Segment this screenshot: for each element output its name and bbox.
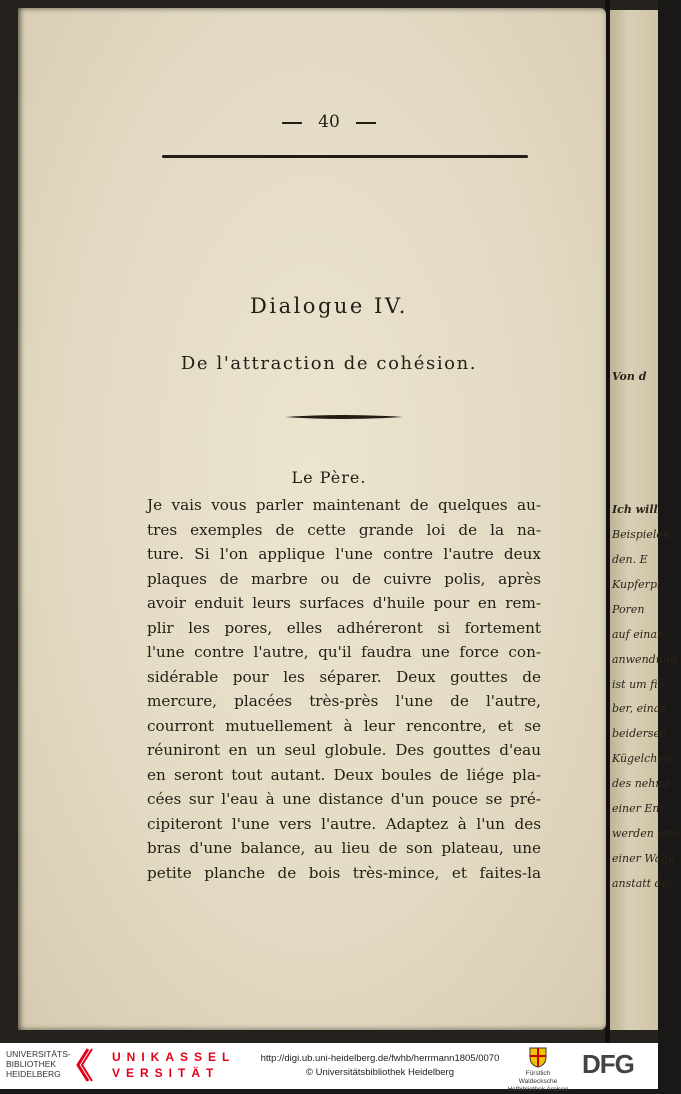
speaker-label: Le Père. (291, 468, 367, 487)
fragment: Ich will (612, 503, 658, 516)
heidelberg-logo (6, 1049, 71, 1079)
fragment: Kügelchen (612, 752, 671, 765)
facing-page-edge (610, 10, 681, 1030)
text-line: plir les pores, elles adhéreront si fortement (147, 618, 541, 637)
chapter-subtitle: De l'attraction de cohésion. (180, 353, 478, 374)
ornament-rule (285, 414, 403, 420)
text-line: ture. Si l'on applique l'une contre l'autre deux (147, 545, 541, 563)
text-line: courront mutuellement à leur rencontre, et se (147, 716, 541, 735)
text-line: cipiteront l'une vers l'autre. Adaptez à l'un des (147, 814, 541, 833)
fragment: einer Wage (612, 852, 675, 865)
arolsen-line: Fürstlich Waldecksche (518, 1070, 558, 1085)
fragment: auf einan (612, 628, 664, 641)
arolsen-line: Hofbibliothek Arolsen (507, 1086, 569, 1093)
page-number (0, 112, 658, 132)
fragment: einer Ent (612, 802, 664, 815)
text-line: l'une contre l'autre, qu'il faudra une force con- (147, 643, 541, 661)
fragment: beiderseit (612, 727, 668, 740)
library-line: HEIDELBERG (6, 1069, 61, 1079)
kassel-line: UNIKASSEL (112, 1050, 236, 1064)
dash (282, 122, 302, 124)
fragment: Poren (612, 603, 645, 616)
fragment: den. E (612, 553, 648, 566)
text-line: sidérable pour les séparer. Deux gouttes de (147, 667, 541, 686)
text-line: mercure, placées très-près l'une de l'autre, (147, 692, 541, 710)
text-line: en seront tout autant. Deux boules de liége pla- (147, 765, 541, 784)
footer-citation (250, 1052, 510, 1080)
fragment: Von d (612, 370, 647, 383)
text-line: plaques de marbre ou de cuivre polis, après (147, 569, 541, 588)
fragment: anwendung (612, 653, 677, 666)
fragment: Kupferpl (612, 578, 661, 591)
crest-icon (529, 1046, 547, 1068)
dfg-logo: DFG (582, 1049, 634, 1079)
kassel-logo (112, 1049, 235, 1081)
header-rule (162, 155, 528, 158)
text-line: petite planche de bois très-mince, et faites-la (147, 863, 541, 882)
dash (356, 122, 376, 124)
fragment: werden eine (612, 827, 681, 840)
library-line: UNIVERSITÄTS- (6, 1049, 71, 1059)
fragment: Beispielen (612, 528, 670, 541)
library-line: BIBLIOTHEK (6, 1059, 57, 1069)
footer-bar (0, 1043, 658, 1093)
page-number-text: 40 (318, 112, 340, 132)
text-line: avoir enduit leurs surfaces d'huile pour en rem- (147, 594, 541, 612)
copyright: © Universitätsbibliothek Heidelberg (306, 1067, 454, 1078)
permalink[interactable]: http://digi.ub.uni-heidelberg.de/fwhb/herrmann1805/0070 (260, 1053, 500, 1064)
chapter-title: Dialogue IV. (250, 294, 408, 318)
fragment: anstatt der (612, 877, 674, 890)
kassel-line: VERSITÄT (112, 1066, 220, 1080)
fragment: des nehml (612, 777, 670, 790)
fragment: ist um fie (612, 678, 664, 691)
arolsen-label (506, 1070, 570, 1094)
text-line: cées sur l'eau à une distance d'un pouce se pré- (147, 790, 541, 808)
text-line: Je vais vous parler maintenant de quelques au- (147, 496, 541, 514)
text-line: tres exemples de cette grande loi de la na- (147, 520, 541, 539)
text-line: réuniront en un seul globule. Des gouttes d'eau (147, 741, 541, 759)
fragment: ber, einan (612, 702, 668, 715)
text-line: bras d'une balance, au lieu de son plateau, une (147, 839, 541, 857)
uni-mark-icon (74, 1047, 94, 1083)
